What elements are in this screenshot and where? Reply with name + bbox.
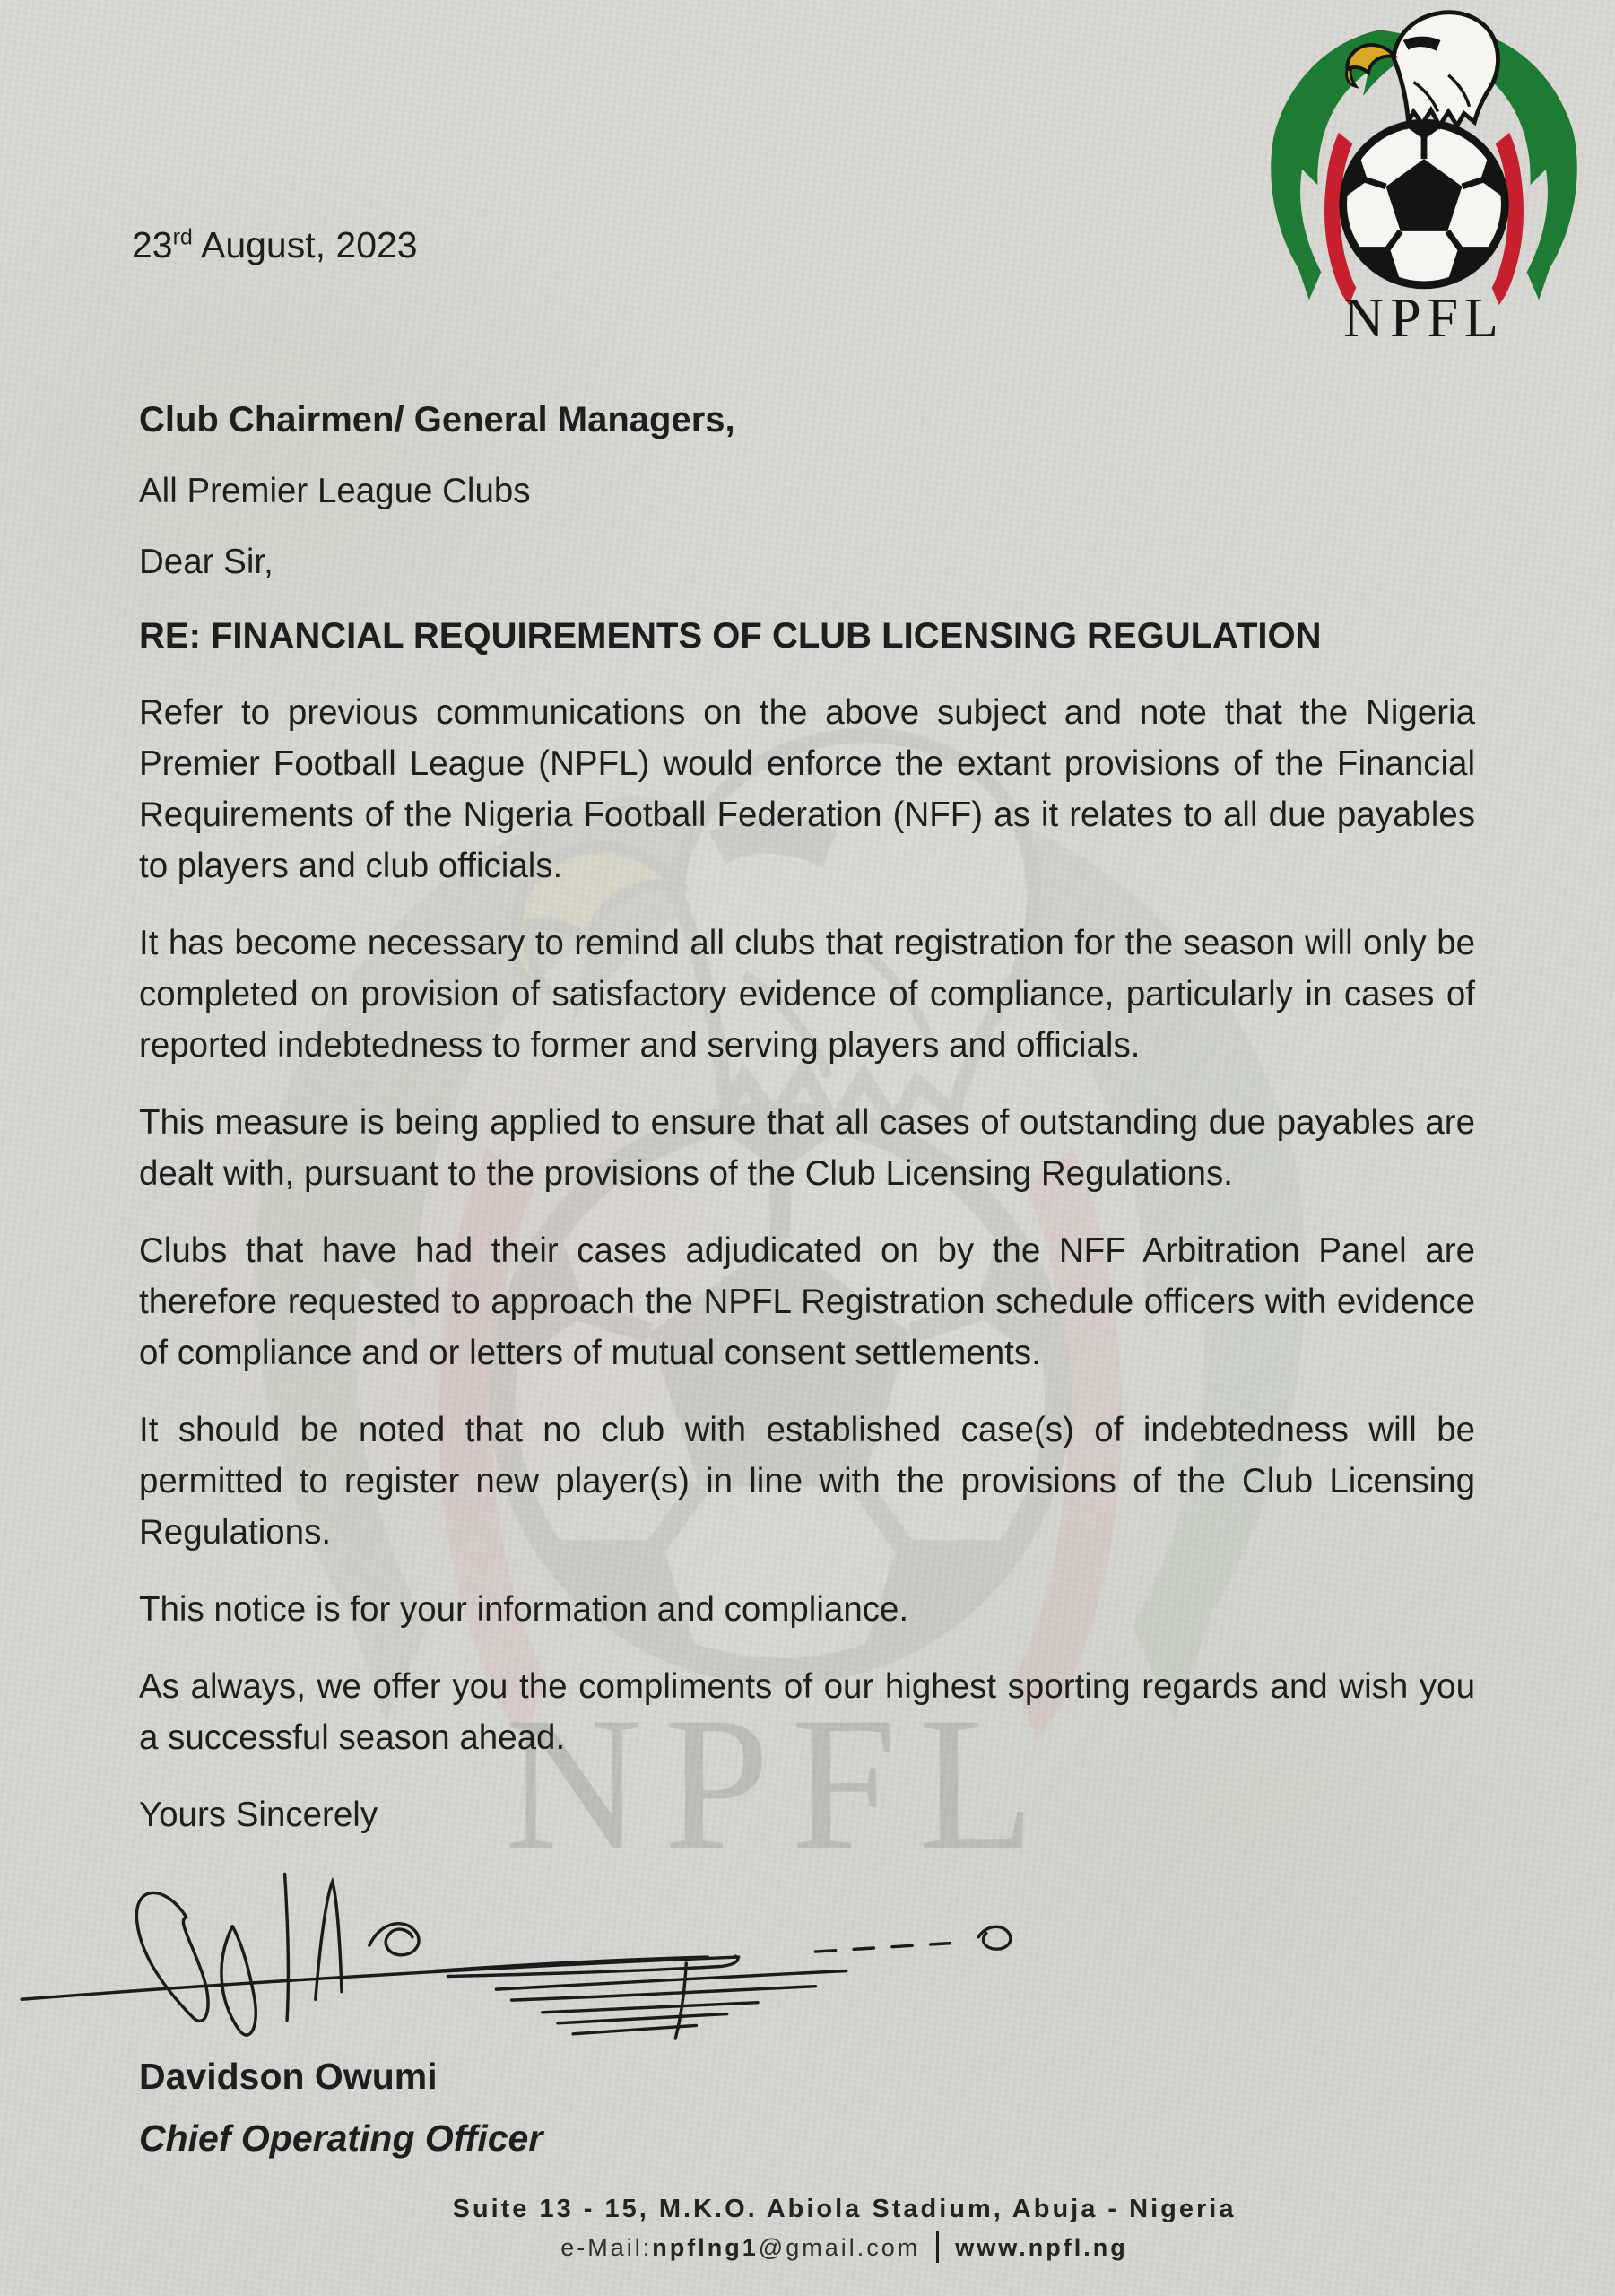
email-label: e-Mail: xyxy=(560,2234,653,2261)
signatory-title: Chief Operating Officer xyxy=(139,2118,543,2159)
website-text: www.npfl.ng xyxy=(955,2234,1128,2261)
signatory-name: Davidson Owumi xyxy=(139,2056,438,2097)
signature-scribble xyxy=(15,1849,1046,2049)
watermark-acronym: NPFL xyxy=(504,1678,1056,1891)
closing-line: Yours Sincerely xyxy=(139,1796,378,1834)
logo-acronym-text: NPFL xyxy=(1343,288,1505,350)
letter-paragraph: This measure is being applied to ensure that all cases of outstanding due payables are dealt with, pursuant to the provisions of the Club Licensing Regulations. xyxy=(139,1103,1475,1193)
footer-address: Suite 13 - 15, M.K.O. Abiola Stadium, Abuja - Nigeria xyxy=(452,2195,1237,2223)
footer-separator-bar xyxy=(936,2231,939,2263)
letter-footer xyxy=(0,2195,1615,2263)
recipient-line-2: All Premier League Clubs xyxy=(139,472,531,510)
subject-line: RE: FINANCIAL REQUIREMENTS OF CLUB LICENSING REGULATION xyxy=(139,616,1322,656)
letter-paragraph: Refer to previous communications on the above subject and note that the Nigeria Premier Football League (NPFL) would enforce the extant provisions of the Financial Requirements of the Nigeria Football Federation (NFF) as it relates to all due payables to players and club officials. xyxy=(139,693,1475,885)
email-user: npflng1 xyxy=(652,2234,759,2261)
recipient-line-1: Club Chairmen/ General Managers, xyxy=(139,400,735,439)
letter-date: 23rd August, 2023 xyxy=(132,224,418,265)
footer-contacts xyxy=(74,2231,1615,2263)
letter-paragraph: It should be noted that no club with established case(s) of indebtedness will be permitted to register new player(s) in line with the provisions of the Club Licensing Regulations. xyxy=(139,1411,1475,1552)
letter-paragraph: It has become necessary to remind all clubs that registration for the season will only be completed on provision of satisfactory evidence of compliance, particularly in cases of reported indebtedness to former and serving players and officials. xyxy=(139,924,1475,1065)
npfl-crest-logo xyxy=(1241,2,1607,351)
salutation: Dear Sir, xyxy=(139,543,274,581)
letter-paragraph: As always, we offer you the compliments of our highest sporting regards and wish you a successful season ahead. xyxy=(139,1667,1475,1757)
date-ordinal-suffix: rd xyxy=(172,224,193,250)
email-domain: @gmail.com xyxy=(758,2234,921,2261)
letter-paragraph: This notice is for your information and compliance. xyxy=(139,1590,909,1629)
letter-body xyxy=(139,395,1475,2164)
letter-paragraph: Clubs that have had their cases adjudicated on by the NFF Arbitration Panel are therefore requested to approach the NPFL Registration schedule officers with evidence of compliance and or letters of mutual consent settlements. xyxy=(139,1231,1475,1372)
